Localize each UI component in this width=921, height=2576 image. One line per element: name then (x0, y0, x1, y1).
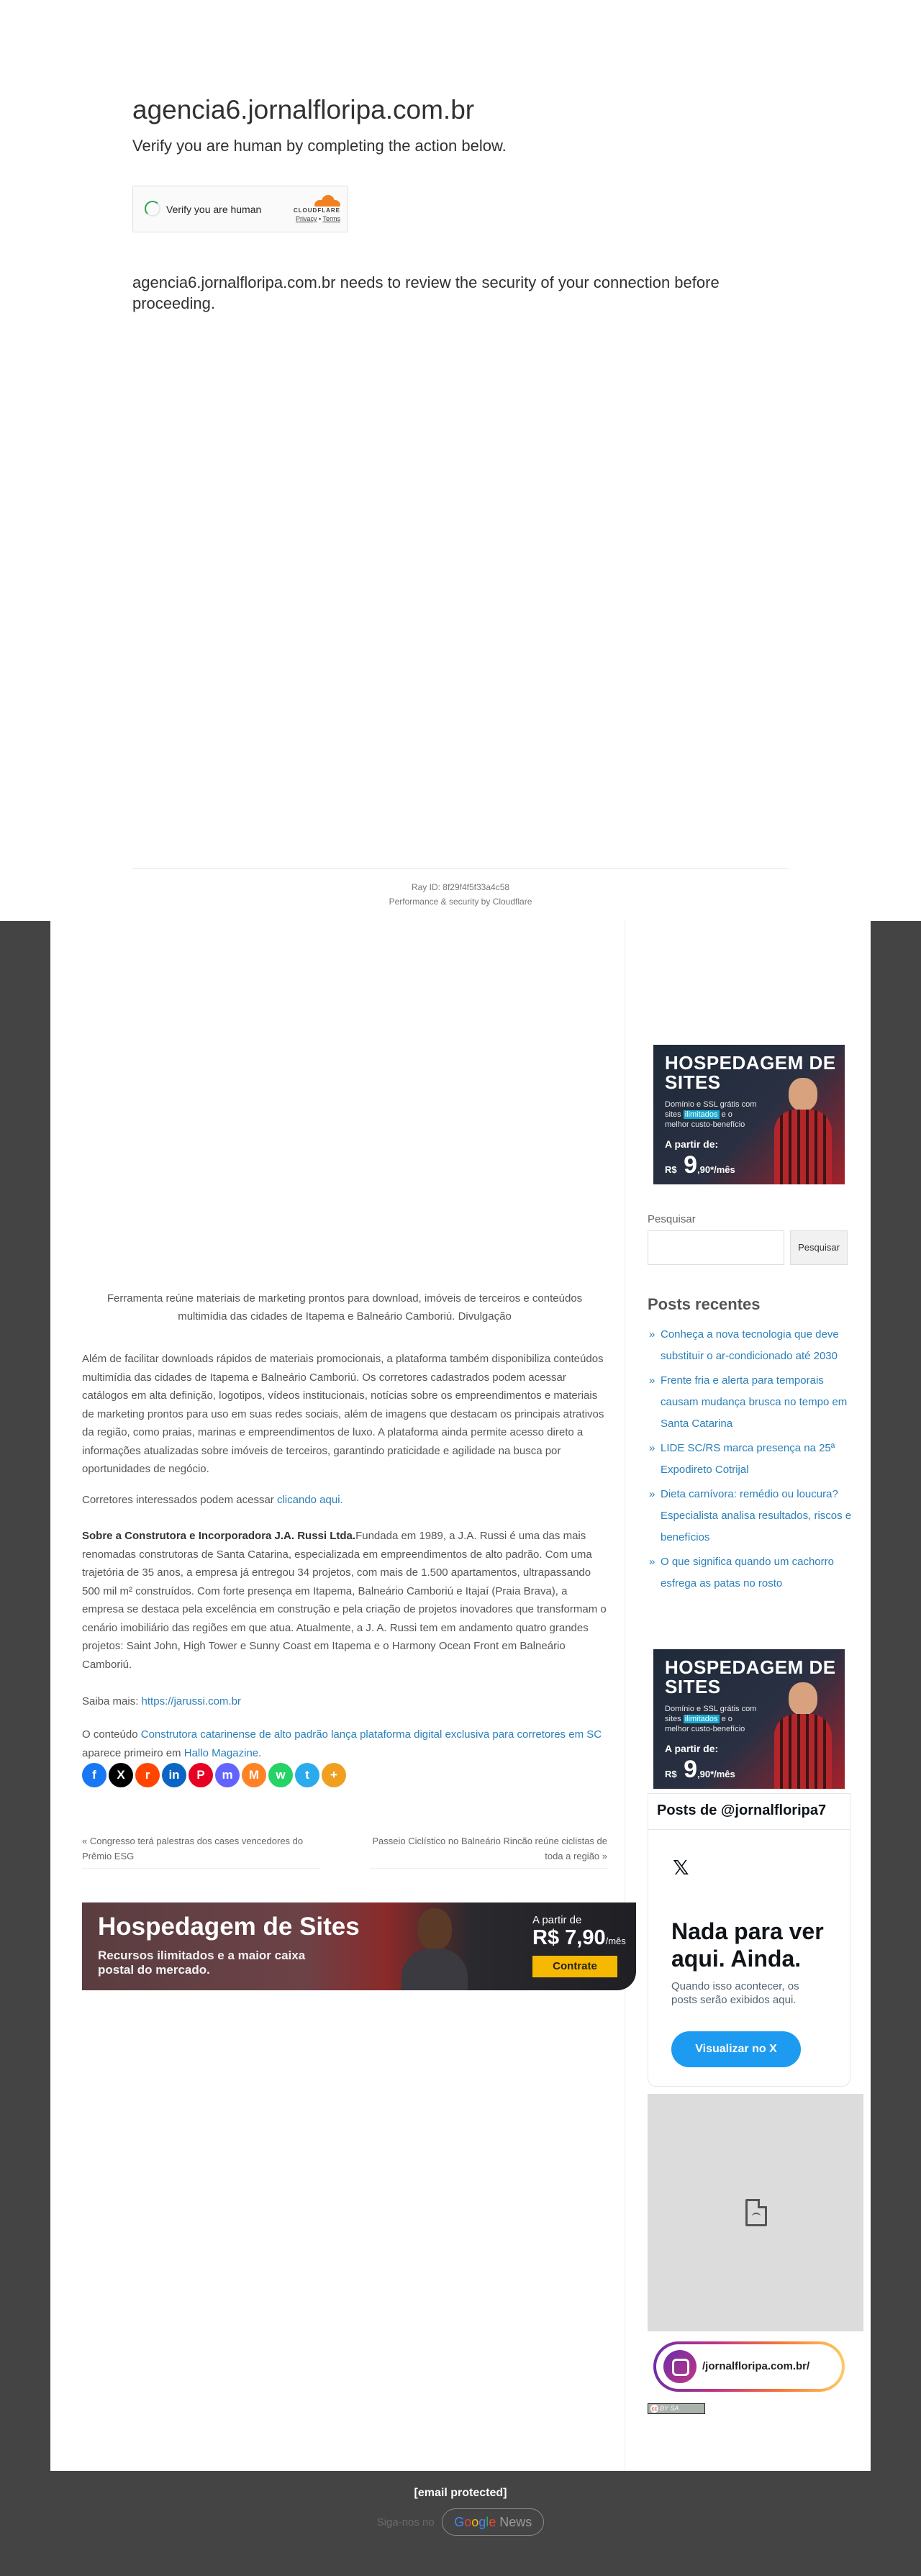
recent-posts-title: Posts recentes (648, 1295, 761, 1313)
hallo-magazine-link[interactable]: Hallo Magazine (183, 1746, 259, 1759)
gn-letter: G (454, 2515, 465, 2529)
recent-post-link[interactable]: Dieta carnívora: remédio ou loucura? Especialista analisa resultados, riscos e benefícios (661, 1488, 852, 1543)
site-content (50, 921, 871, 2471)
turnstile-links (283, 215, 340, 222)
terms-link[interactable]: Terms (322, 215, 340, 222)
price-period: /mês (605, 1936, 626, 1946)
spinner-icon (145, 201, 160, 217)
x-share-icon[interactable]: X (109, 1763, 133, 1787)
gn-news-text: News (496, 2515, 532, 2529)
reddit-share-icon[interactable]: r (135, 1763, 160, 1787)
telegram-share-icon[interactable]: t (295, 1763, 319, 1787)
instagram-follow-badge[interactable] (653, 2341, 845, 2392)
ad-desc-highlight: ilimitados (684, 1715, 718, 1723)
linkedin-share-icon[interactable]: in (162, 1763, 186, 1787)
x-logo-icon: 𝕏 (673, 1856, 689, 1879)
article-paragraph: Além de facilitar downloads rápidos de materiais promocionais, a plataforma também disponibiliza conteúdos multimídia das cidades de Itapema e Balneário Camboriú. Os corretores cadastrados podem acessar catálogos em alta definição, logotipos, vídeos institucionais, notícias sobre os empreendimentos e materiais de marketing prontos para uso em suas redes sociais, além de imagens que destacam os principais atrativos da região, como praias, marinas e empreendimentos de luxo. A plataforma ainda permite acesso direto a informações atualizadas sobre imóveis de terceiros, garantindo praticidade e agilidade na busca por oportunidades de negócio. (82, 1353, 604, 1475)
recent-post-item[interactable] (648, 1551, 863, 1595)
ad-description (665, 1704, 758, 1734)
turnstile-widget[interactable] (132, 186, 348, 232)
cc-license-text: BY SA (660, 2405, 679, 2412)
ad-person-image (774, 1678, 832, 1789)
cloudflare-footer: Performance & security by Cloudflare (389, 897, 532, 907)
broken-document-icon (745, 2199, 767, 2226)
search-label: Pesquisar (648, 1213, 696, 1225)
cloudflare-challenge (0, 0, 921, 921)
instagram-icon (663, 2350, 697, 2383)
view-on-x-button[interactable]: Visualizar no X (671, 2031, 801, 2067)
google-news-button[interactable] (442, 2508, 544, 2536)
x-empty-title: Nada para ver aqui. Ainda. (671, 1918, 824, 1972)
challenge-subtitle: Verify you are human by completing the action below. (132, 137, 507, 155)
about-paragraph (82, 1527, 607, 1674)
source-paragraph (82, 1725, 607, 1762)
signup-link[interactable]: clicando aqui. (276, 1494, 343, 1506)
cc-icon: cc (651, 2405, 658, 2412)
ad-price-period: /mês (714, 1164, 735, 1175)
whatsapp-share-icon[interactable]: w (268, 1763, 293, 1787)
gn-letter: o (471, 2515, 479, 2529)
ad-currency: R$ (665, 1769, 677, 1779)
hosting-banner-ad[interactable] (82, 1902, 636, 1990)
ad-from: A partir de: (665, 1743, 719, 1754)
jarussi-link[interactable]: https://jarussi.com.br (141, 1695, 241, 1707)
gn-letter: e (489, 2515, 496, 2529)
sidebar-hosting-ad[interactable] (653, 1649, 845, 1789)
gn-letter: l (486, 2515, 489, 2529)
source-text: aparece primeiro em (82, 1746, 184, 1759)
ad-price-amount: 9 (684, 1151, 697, 1179)
ad-desc-highlight: ilimitados (684, 1110, 718, 1119)
source-text: . (258, 1746, 262, 1759)
ad-price (665, 1151, 735, 1179)
ad-price-cents: ,90* (697, 1769, 714, 1779)
recent-post-item[interactable] (648, 1484, 863, 1548)
share-buttons (82, 1763, 348, 1790)
ad-currency: R$ (665, 1164, 677, 1175)
banner-cta-button[interactable]: Contrate (532, 1956, 617, 1977)
paragraph-text: Corretores interessados podem acessar (82, 1494, 277, 1506)
source-text: O conteúdo (82, 1728, 141, 1741)
search-input[interactable] (648, 1230, 784, 1265)
creative-commons-badge[interactable] (648, 2403, 705, 2414)
recent-post-item[interactable] (648, 1438, 863, 1481)
about-heading: Sobre a Construtora e Incorporadora J.A. Russi Ltda. (82, 1530, 356, 1542)
learn-more-label: Saiba mais: (82, 1695, 142, 1707)
ad-from: A partir de: (665, 1138, 719, 1150)
article-paragraph (82, 1491, 607, 1510)
ad-title: HOSPEDAGEM DE SITES (665, 1656, 836, 1697)
pinterest-share-icon[interactable]: P (189, 1763, 213, 1787)
challenge-host: agencia6.jornalfloripa.com.br (132, 95, 475, 124)
banner-subtitle: Recursos ilimitados e a maior caixa postal do mercado. (98, 1949, 306, 1977)
next-post-link[interactable]: Passeio Ciclístico no Balneário Rincão reúne ciclistas de toda a região » (370, 1833, 607, 1869)
mix-share-icon[interactable]: M (242, 1763, 266, 1787)
cloudflare-wordmark: CLOUDFLARE (293, 207, 340, 214)
image-caption: Ferramenta reúne materiais de marketing prontos para download, imóveis de terceiros e conteúdos multimídia das cidades de Itapema e Balneário Camboriú. Divulgação (106, 1292, 583, 1323)
gn-letter: g (478, 2515, 486, 2529)
sidebar-hosting-ad[interactable] (653, 1045, 845, 1184)
instagram-handle: /jornalfloripa.com.br/ (702, 2360, 810, 2372)
recent-posts-list (648, 1324, 863, 1597)
recent-post-link[interactable]: O que significa quando um cachorro esfrega as patas no rosto (661, 1556, 834, 1589)
ray-id: Ray ID: 8f29f4f5f33a4c58 (411, 882, 510, 892)
ad-price-amount: 9 (684, 1756, 697, 1783)
verify-checkbox-label[interactable]: Verify you are human (166, 204, 262, 215)
link-separator: • (319, 215, 322, 222)
x-widget-header[interactable]: Posts de @jornalfloripa7 (648, 1794, 850, 1830)
ad-person-image (774, 1074, 832, 1184)
ad-price-cents: ,90* (697, 1164, 714, 1175)
previous-post-link[interactable]: « Congresso terá palestras dos cases vencedores do Prêmio ESG (82, 1833, 319, 1869)
mastodon-share-icon[interactable]: m (215, 1763, 240, 1787)
recent-post-item[interactable] (648, 1324, 863, 1367)
recent-post-link[interactable]: Frente fria e alerta para temporais causam mudança brusca no tempo em Santa Catarina (661, 1374, 848, 1430)
privacy-link[interactable]: Privacy (295, 215, 317, 222)
recent-post-item[interactable] (648, 1370, 863, 1435)
price-amount: R$ 7,90 (532, 1926, 606, 1949)
banner-person-image (399, 1907, 471, 1990)
banner-from: A partir de (532, 1914, 582, 1926)
ad-price-period: /mês (714, 1769, 735, 1779)
source-post-link[interactable]: Construtora catarinense de alto padrão lança plataforma digital exclusiva para corretores em SC (140, 1728, 602, 1741)
cloudflare-cloud-icon (309, 195, 340, 207)
banner-title: Hospedagem de Sites (98, 1913, 360, 1941)
ad-description (665, 1099, 758, 1130)
banner-price-value (532, 1926, 626, 1953)
x-timeline-widget (648, 1793, 850, 2087)
learn-more-paragraph (82, 1692, 607, 1711)
recent-post-link[interactable]: LIDE SC/RS marca presença na 25ª Expodireto Cotrijal (661, 1442, 835, 1476)
x-empty-text: Quando isso acontecer, os posts serão exibidos aqui. (671, 1980, 799, 2006)
banner-price (532, 1914, 626, 1953)
more-share-icon[interactable]: + (322, 1763, 346, 1787)
ad-price (665, 1756, 735, 1784)
gn-letter: o (464, 2515, 472, 2529)
embed-placeholder (648, 2094, 863, 2331)
ad-title: HOSPEDAGEM DE SITES (665, 1052, 836, 1093)
facebook-share-icon[interactable]: f (82, 1763, 106, 1787)
footer-email[interactable]: [email protected] (414, 2487, 507, 2499)
google-news-follow (0, 2508, 921, 2536)
google-news-label: Siga-nos no (376, 2516, 435, 2529)
challenge-review-text: agencia6.jornalfloripa.com.br needs to review the security of your connection before proceeding. (132, 273, 720, 312)
about-text: Fundada em 1989, a J.A. Russi é uma das mais renomadas construtoras de Santa Catarina, especializada em empreendimentos de alto padrão. Com uma trajetória de 35 anos, a empresa já entregou 34 projetos, com mais de 1.500 apartamentos, ultrapassando 500 mil m² construídos. Com forte presença em Itapema, Balneário Camboriú e Itajaí (Praia Brava), a empresa se destaca pela excelência em construção e pela criação de projetos inovadores que transformam o cenário imobiliário das regiões em que atua. Atualmente, a J. A. Russi tem em andamento quatro grandes projetos: Saint John, High Tower e Sunny Coast em Itapema e o Harmony Ocean Front em Balneário Camboriú. (82, 1530, 607, 1671)
ad-desc-text: e o melhor custo-benefício (665, 1110, 745, 1129)
search-button[interactable]: Pesquisar (790, 1230, 848, 1265)
ad-desc-text: Domínio e SSL grátis com sites (665, 1705, 757, 1723)
ad-desc-text: e o melhor custo-benefício (665, 1715, 745, 1733)
cloudflare-brand (283, 195, 340, 222)
ad-desc-text: Domínio e SSL grátis com sites (665, 1100, 757, 1119)
recent-post-link[interactable]: Conheça a nova tecnologia que deve substituir o ar-condicionado até 2030 (661, 1328, 839, 1362)
